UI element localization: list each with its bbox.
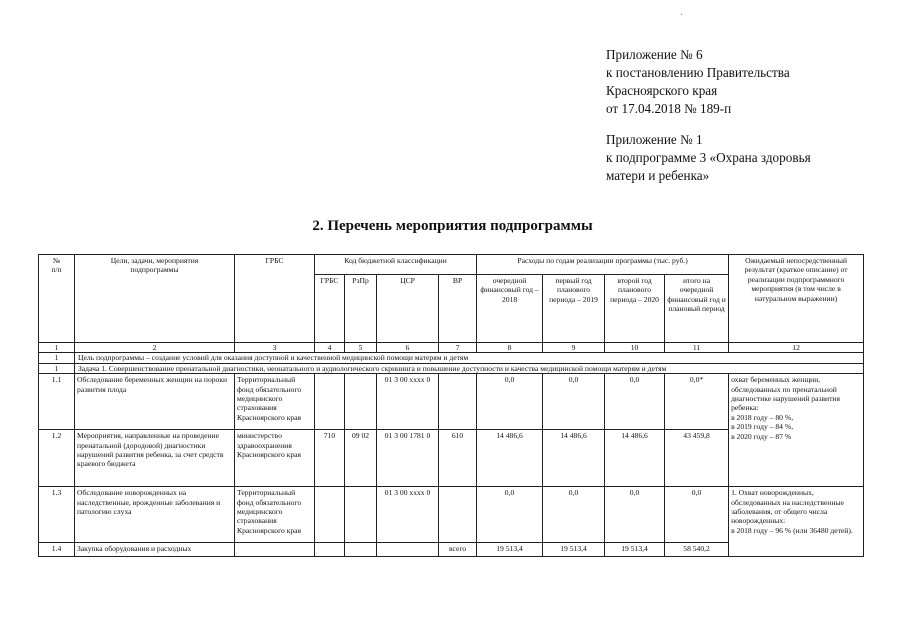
- row-csr: 01 3 00 xxxx 0: [377, 374, 439, 430]
- header-vr: ВР: [439, 275, 477, 343]
- row-rzpr: [345, 543, 377, 557]
- row-vr: [439, 487, 477, 543]
- page-title: 2. Перечень мероприятия подпрограммы: [312, 218, 593, 234]
- task-num: 1: [39, 363, 75, 373]
- row-grbs-code: [315, 374, 345, 430]
- header-budget-code: Код бюджетной классификации: [315, 255, 477, 275]
- column-number: 7: [439, 343, 477, 353]
- table-row: [39, 374, 864, 430]
- row-grbs-code: 710: [315, 430, 345, 487]
- row-2019: 0,0: [543, 487, 605, 543]
- row-2020: 14 486,6: [605, 430, 665, 487]
- task-row: [39, 363, 864, 373]
- column-number: 6: [377, 343, 439, 353]
- row-2018: 0,0: [477, 487, 543, 543]
- row-grbs: Территориальный фонд обязательного медицинского страхования Красноярского края: [235, 487, 315, 543]
- column-number-row: [39, 343, 864, 353]
- row-grbs-code: [315, 543, 345, 557]
- row-num: 1.1: [39, 374, 75, 430]
- row-2019: 0,0: [543, 374, 605, 430]
- appendix-1-line: к подпрограмме 3 «Охрана здоровья: [606, 150, 811, 165]
- column-number: 4: [315, 343, 345, 353]
- column-number: 2: [75, 343, 235, 353]
- goal-row: [39, 353, 864, 363]
- header-goals: Цели, задачи, мероприятия подпрограммы: [75, 255, 235, 343]
- scan-speck: ·: [680, 10, 684, 21]
- row-result: 1. Охват новорожденных, обследованных на наследственные заболевания, от общего числа новорожденных: в 2018 году – 96 % (или 36480 детей).: [729, 487, 864, 557]
- row-total: 58 540,2: [665, 543, 729, 557]
- header-rzpr: РзПр: [345, 275, 377, 343]
- task-text: Задача 1. Совершенствование пренатальной диагностики, неонатального и аудиологического скрининга и повышение доступности и качества медицинской помощи матерям и детям: [75, 363, 864, 373]
- row-total: 0,0: [665, 487, 729, 543]
- header-csr: ЦСР: [377, 275, 439, 343]
- header-num: № п/п: [39, 255, 75, 343]
- row-rzpr: 09 02: [345, 430, 377, 487]
- row-name: Закупка оборудования и расходных: [75, 543, 235, 557]
- table-row: [39, 487, 864, 543]
- row-grbs: министерство здравоохранения Красноярского края: [235, 430, 315, 487]
- appendix-6-header: [606, 46, 790, 118]
- column-number: 9: [543, 343, 605, 353]
- row-2018: 0,0: [477, 374, 543, 430]
- appendix-1-line: Приложение № 1: [606, 132, 703, 147]
- row-grbs: [235, 543, 315, 557]
- appendix-6-line: от 17.04.2018 № 189-п: [606, 101, 732, 116]
- row-name: Обследование новорожденных на наследственные, врожденные заболевания и патологию слуха: [75, 487, 235, 543]
- row-vr: 610: [439, 430, 477, 487]
- header-grbs: ГРБС: [235, 255, 315, 343]
- row-2019: 19 513,4: [543, 543, 605, 557]
- appendix-1-header: [606, 131, 811, 185]
- appendix-6-line: Приложение № 6: [606, 47, 703, 62]
- row-num: 1.2: [39, 430, 75, 487]
- goal-num: 1: [39, 353, 75, 363]
- column-number: 12: [729, 343, 864, 353]
- row-2018: 14 486,6: [477, 430, 543, 487]
- row-rzpr: [345, 374, 377, 430]
- row-vr: всего: [439, 543, 477, 557]
- header-result: Ожидаемый непосредственный результат (краткое описание) от реализации подпрограммного мероприятия (в том числе в натуральном выражении): [729, 255, 864, 343]
- row-grbs: Территориальный фонд обязательного медицинского страхования Красноярского края: [235, 374, 315, 430]
- appendix-6-line: к постановлению Правительства: [606, 65, 790, 80]
- row-vr: [439, 374, 477, 430]
- header-2018: очередной финансовый год – 2018: [477, 275, 543, 343]
- row-total: 43 459,8: [665, 430, 729, 487]
- header-expenses: Расходы по годам реализации программы (тыс. руб.): [477, 255, 729, 275]
- row-rzpr: [345, 487, 377, 543]
- row-2020: 19 513,4: [605, 543, 665, 557]
- row-num: 1.4: [39, 543, 75, 557]
- row-csr: [377, 543, 439, 557]
- appendix-1-line: матери и ребенка»: [606, 168, 710, 183]
- row-csr: 01 3 00 xxxx 0: [377, 487, 439, 543]
- row-result: охват беременных женщин, обследованных по пренатальной диагностике нарушений развития ребенка: в 2018 году – 80 %, в 2019 году – 84 %, в 2020 году – 87 %: [729, 374, 864, 487]
- header-2019: первый год планового периода – 2019: [543, 275, 605, 343]
- row-grbs-code: [315, 487, 345, 543]
- row-total: 0,0*: [665, 374, 729, 430]
- column-number: 8: [477, 343, 543, 353]
- header-grbs-code: ГРБС: [315, 275, 345, 343]
- row-2020: 0,0: [605, 374, 665, 430]
- row-name: Мероприятия, направленные на проведение пренатальной (дородовой) диагностики нарушений развития ребенка, за счет средств краевого бюджета: [75, 430, 235, 487]
- column-number: 11: [665, 343, 729, 353]
- column-number: 1: [39, 343, 75, 353]
- header-total: итого на очередной финансовый год и плановый период: [665, 275, 729, 343]
- row-csr: 01 3 00 1781 0: [377, 430, 439, 487]
- column-number: 3: [235, 343, 315, 353]
- column-number: 10: [605, 343, 665, 353]
- row-2018: 19 513,4: [477, 543, 543, 557]
- column-number: 5: [345, 343, 377, 353]
- header-2020: второй год планового периода – 2020: [605, 275, 665, 343]
- goal-text: Цель подпрограммы – создание условий для оказания доступной и качественной медицинской помощи матерям и детям: [75, 353, 864, 363]
- measures-table: [38, 254, 864, 557]
- row-num: 1.3: [39, 487, 75, 543]
- row-2019: 14 486,6: [543, 430, 605, 487]
- row-name: Обследование беременных женщин на пороки развития плода: [75, 374, 235, 430]
- appendix-6-line: Красноярского края: [606, 83, 718, 98]
- row-2020: 0,0: [605, 487, 665, 543]
